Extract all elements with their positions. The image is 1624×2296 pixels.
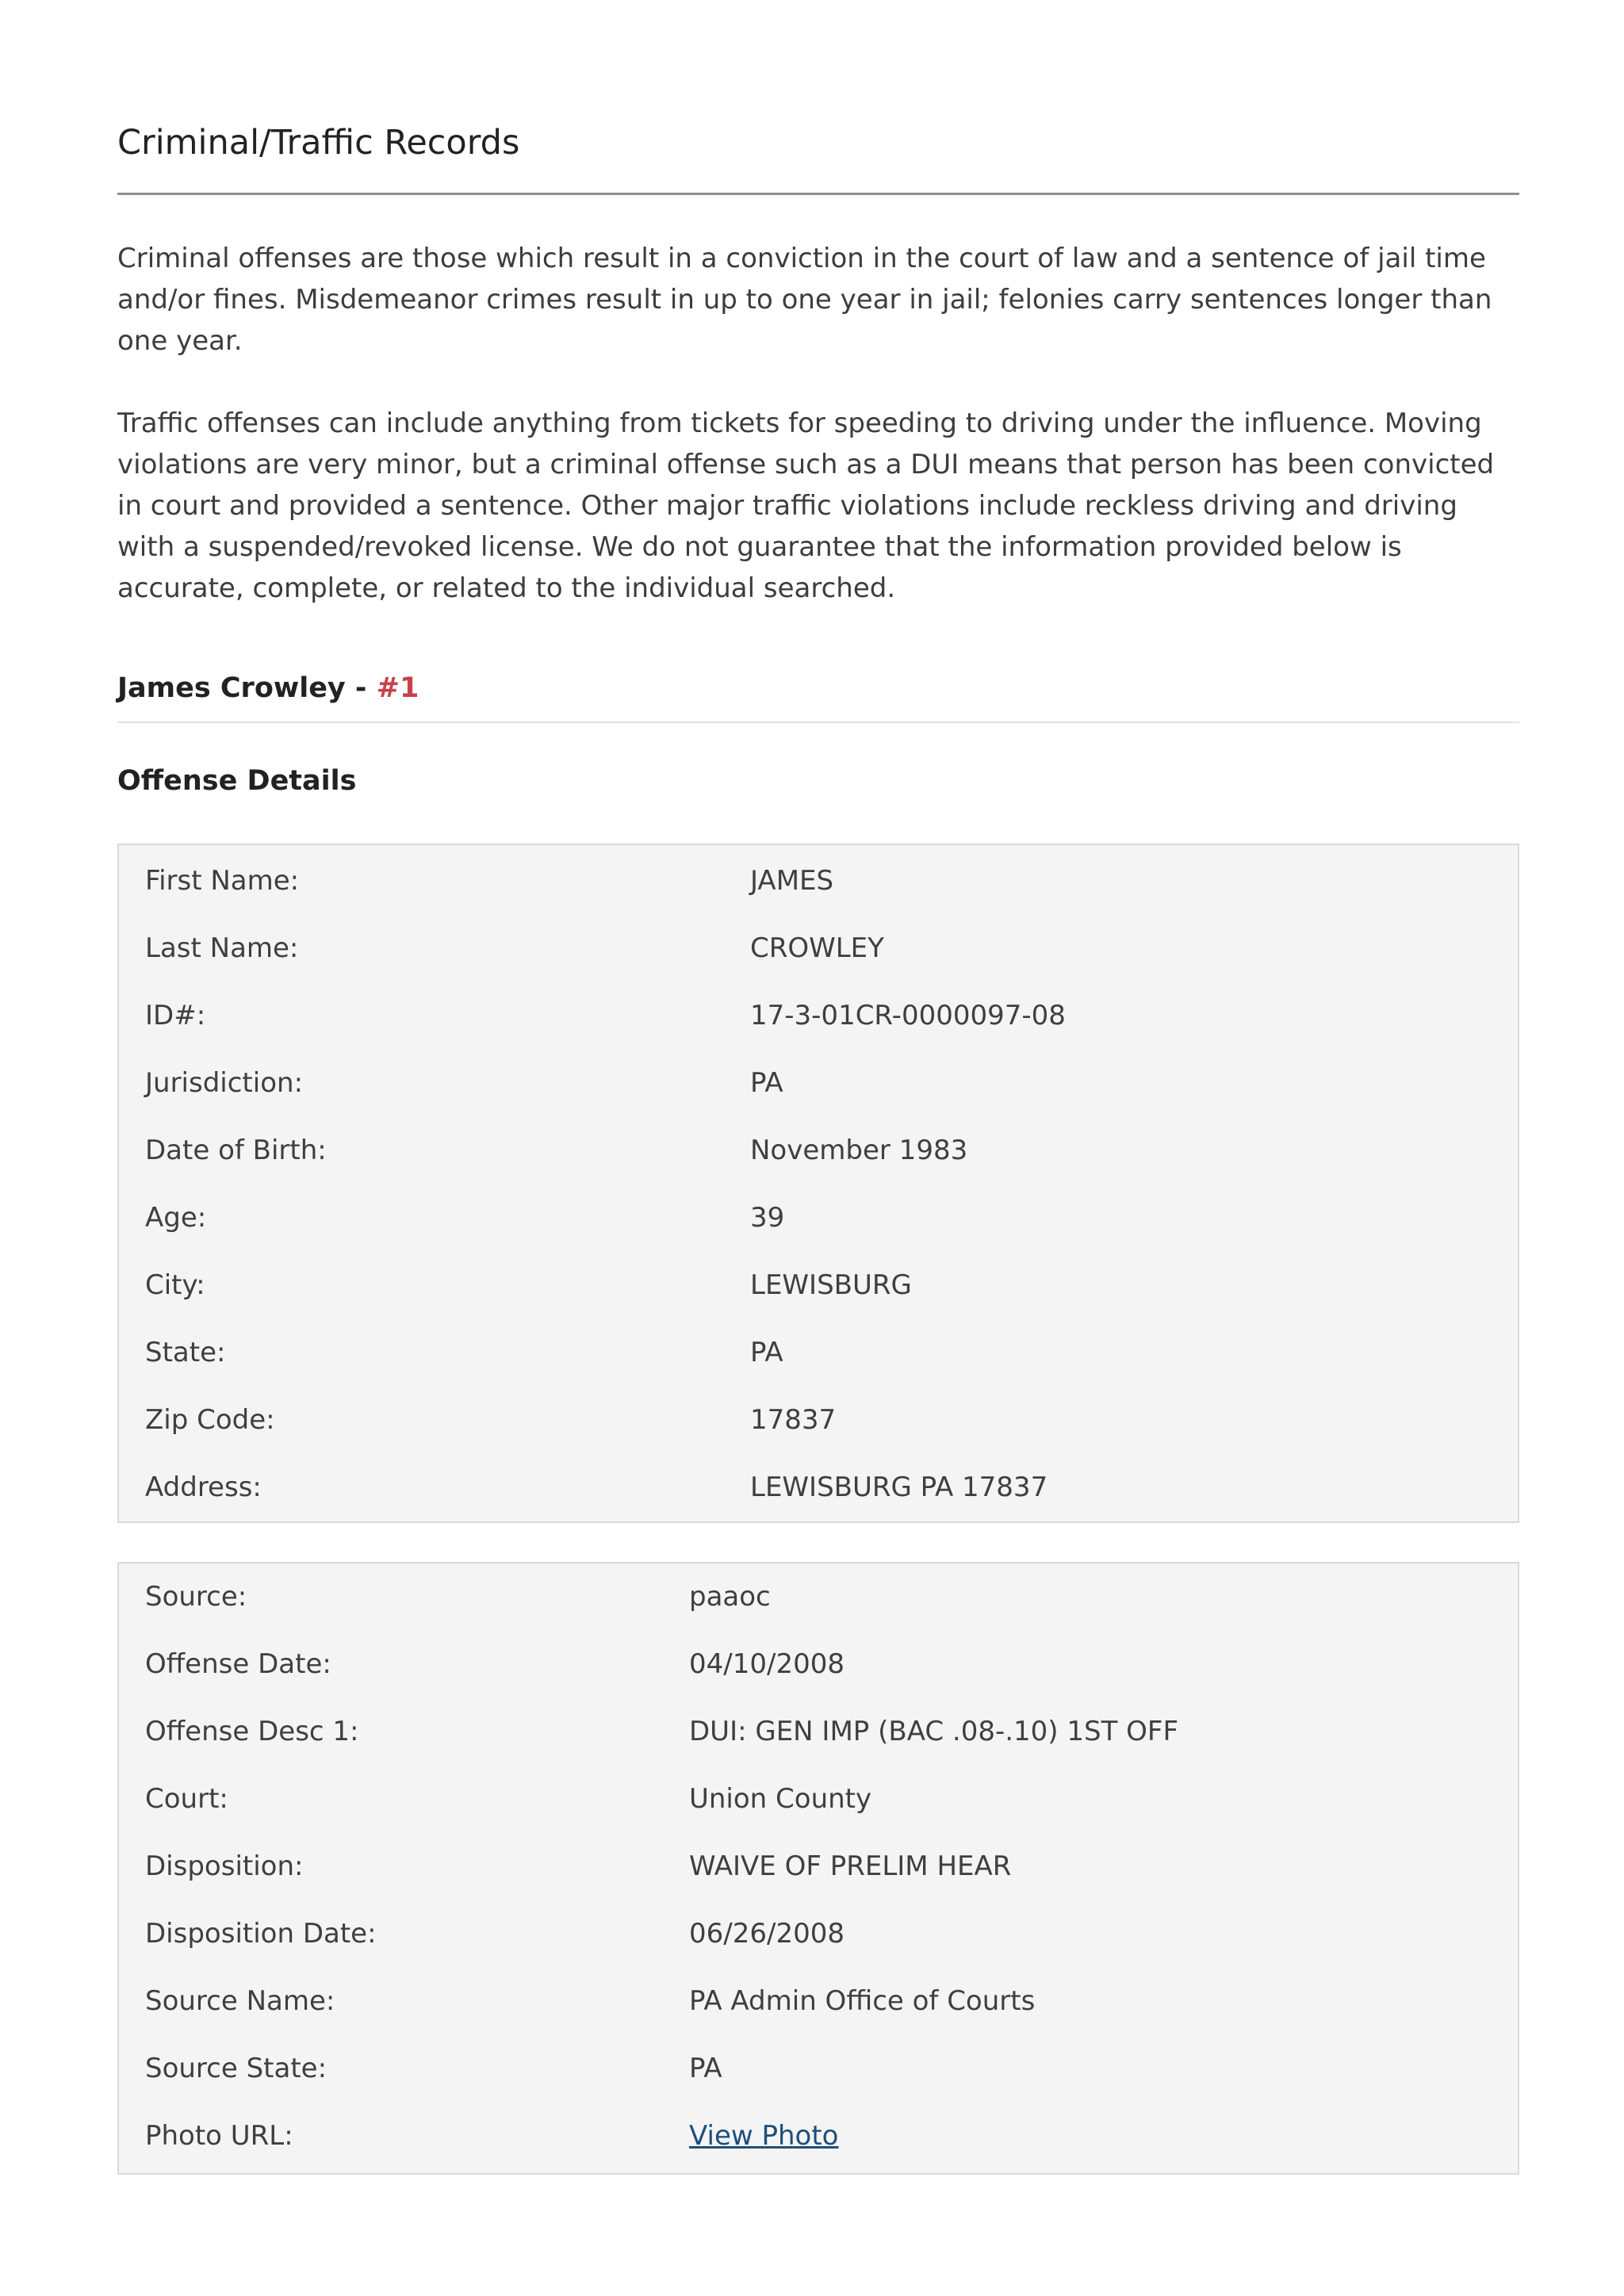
detail-row-id (119, 982, 1518, 1050)
detail-row-city (119, 1252, 1518, 1319)
record-heading (117, 672, 419, 705)
offense-label: Disposition: (145, 1850, 304, 1882)
offense-row-disposition-date (119, 1900, 1518, 1968)
offense-row-source-state (119, 2035, 1518, 2103)
offense-value: DUI: GEN IMP (BAC .08-.10) 1ST OFF (689, 1716, 1179, 1747)
offense-value: PA (689, 2053, 722, 2084)
offense-value: Union County (689, 1783, 872, 1815)
offense-row-disposition (119, 1833, 1518, 1900)
offense-details-heading: Offense Details (117, 765, 357, 797)
detail-row-address (119, 1454, 1518, 1521)
detail-label: City: (145, 1269, 205, 1301)
offense-row-source (119, 1563, 1518, 1631)
detail-label: Jurisdiction: (145, 1067, 304, 1099)
offense-label: Offense Date: (145, 1648, 331, 1680)
detail-label: Address: (145, 1471, 262, 1503)
page-title: Criminal/Traffic Records (117, 123, 520, 163)
detail-value: LEWISBURG PA 17837 (750, 1471, 1048, 1503)
offense-label: Source Name: (145, 1985, 335, 2017)
detail-label: Date of Birth: (145, 1135, 327, 1166)
offense-label: Source State: (145, 2053, 327, 2084)
detail-value: 39 (750, 1202, 785, 1234)
detail-row-last-name (119, 915, 1518, 982)
detail-row-state (119, 1319, 1518, 1387)
offense-label: Disposition Date: (145, 1918, 377, 1950)
detail-label: ID#: (145, 1000, 206, 1031)
detail-label: Last Name: (145, 932, 299, 964)
detail-value: JAMES (750, 865, 834, 897)
detail-value: PA (750, 1337, 783, 1368)
record-person-name: James Crowley (117, 672, 346, 704)
offense-row-court (119, 1766, 1518, 1833)
offense-row-photo-url (119, 2103, 1518, 2170)
offense-label: Court: (145, 1783, 228, 1815)
offense-label: Photo URL: (145, 2120, 293, 2152)
offense-value: paaoc (689, 1581, 771, 1613)
detail-row-age (119, 1184, 1518, 1252)
intro-paragraph-traffic: Traffic offenses can include anything from tickets for speeding to driving under the influence. Moving violations are very minor, but a criminal offense such as a DUI means that person has been convicted in court and provided a sentence. Other major traffic violations include reckless driving and driving with a suspended/revoked license. We do not guarantee that the information provided below is accurate, complete, or related to the individual searched. (117, 408, 1495, 604)
offense-value: 06/26/2008 (689, 1918, 845, 1950)
detail-label: Zip Code: (145, 1404, 275, 1436)
detail-value: November 1983 (750, 1135, 968, 1166)
offense-row-offense-desc (119, 1698, 1518, 1766)
detail-value: 17837 (750, 1404, 837, 1436)
detail-label: First Name: (145, 865, 300, 897)
detail-label: Age: (145, 1202, 207, 1234)
record-divider (117, 721, 1519, 723)
record-number: #1 (376, 672, 419, 704)
detail-value: LEWISBURG (750, 1269, 912, 1301)
detail-value: PA (750, 1067, 783, 1099)
offense-row-source-name (119, 1968, 1518, 2035)
offense-label: Offense Desc 1: (145, 1716, 359, 1747)
detail-label: State: (145, 1337, 226, 1368)
offense-label: Source: (145, 1581, 247, 1613)
offense-value: 04/10/2008 (689, 1648, 845, 1680)
offense-row-offense-date (119, 1631, 1518, 1698)
detail-row-first-name (119, 848, 1518, 915)
intro-paragraph-criminal: Criminal offenses are those which result in a conviction in the court of law and a sentence of jail time and/or fines. Misdemeanor crimes result in up to one year in jail; felonies carry sentences longer than one year. (117, 243, 1492, 357)
offense-value: WAIVE OF PRELIM HEAR (689, 1850, 1012, 1882)
detail-row-jurisdiction (119, 1050, 1518, 1117)
detail-row-date-of-birth (119, 1117, 1518, 1184)
view-photo-link[interactable]: View Photo (689, 2120, 839, 2152)
detail-value: 17-3-01CR-0000097-08 (750, 1000, 1066, 1031)
personal-details-table (117, 844, 1519, 1523)
title-divider (117, 193, 1519, 195)
offense-value: PA Admin Office of Courts (689, 1985, 1036, 2017)
offense-details-table (117, 1562, 1519, 2175)
record-separator: - (345, 672, 377, 704)
detail-row-zip-code (119, 1387, 1518, 1454)
detail-value: CROWLEY (750, 932, 884, 964)
